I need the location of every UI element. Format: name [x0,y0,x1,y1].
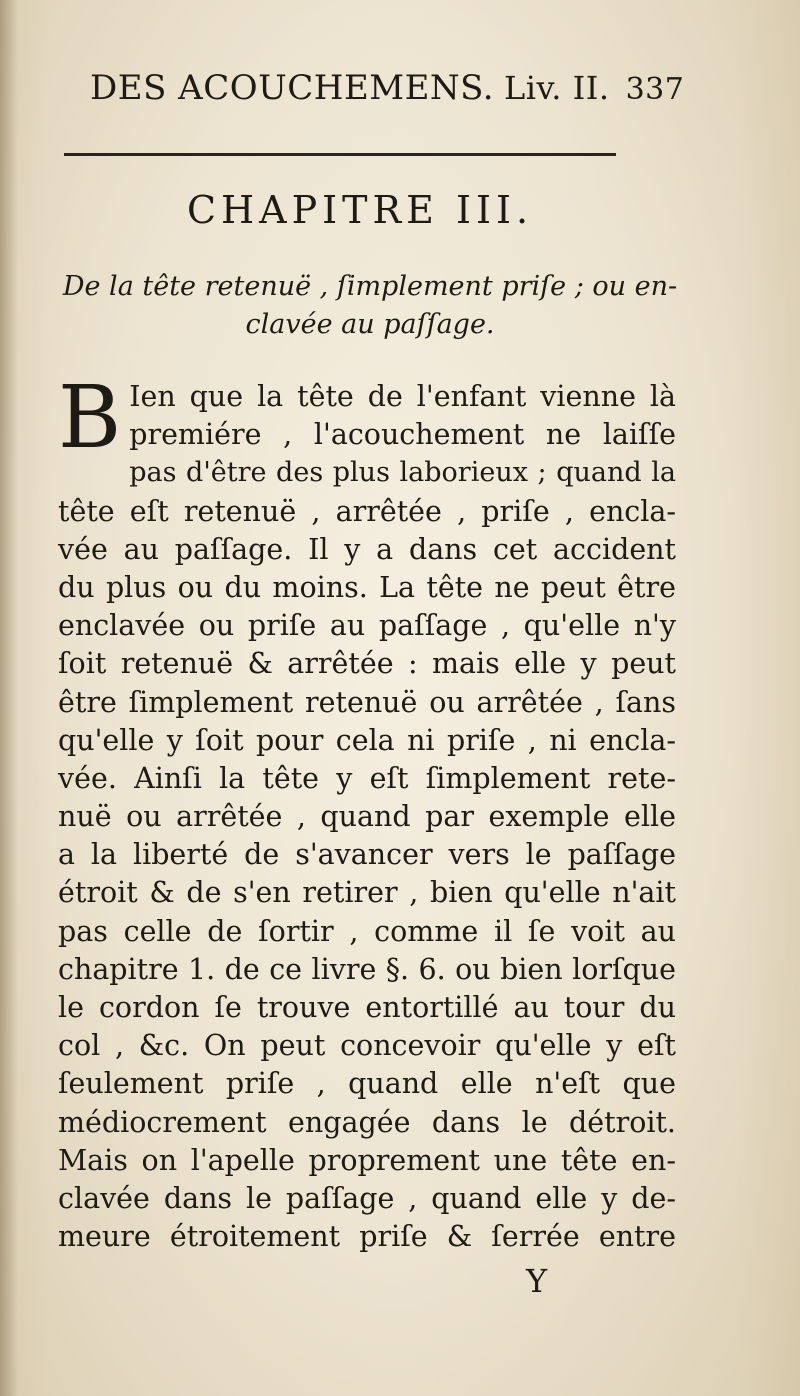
text-line: pas d'être des plus laborieux ; quand la [129,457,676,489]
text-line: premiére , l'acouchement ne laiſſe [129,418,676,452]
text-line: Mais on l'apelle proprement une tête en- [58,1143,676,1177]
text-line: étroit & de s'en retirer , bien qu'elle n'ait [58,876,676,910]
text-line: qu'elle y ſoit pour cela ni priſe , ni encla- [58,723,676,757]
header-rule [64,153,616,156]
text-line: vée au paſſage. Il y a dans cet accident [58,532,676,566]
text-line: médiocrement engagée dans le détroit. [58,1105,676,1139]
subtitle-line: clavée au paſſage. [245,309,495,340]
running-head [90,68,690,108]
text-line: ſeulement priſe , quand elle n'eſt que [58,1067,676,1101]
text-line: ſoit retenuë & arrêtée : mais elle y peut [58,647,676,681]
text-line: chapitre 1. de ce livre §. 6. ou bien lorſque [58,952,676,986]
text-line: le cordon ſe trouve entortillé au tour du [58,991,676,1024]
text-line: a la liberté de s'avancer vers le paſſage [58,838,676,872]
text-line: meure étroitement priſe & ſerrée entre [58,1220,676,1254]
running-head-book: Liv. II. [504,69,610,107]
text-line: clavée dans le paſſage , quand elle y de- [58,1181,676,1215]
text-line: col , &c. On peut concevoir qu'elle y eſt [58,1029,676,1063]
chapter-title: CHAPITRE III. [186,188,534,232]
chapter-subtitle [60,268,680,344]
text-line: Ien que la tête de l'enfant vienne là [129,380,676,413]
page-number: 337 [625,72,685,107]
text-line: nuë ou arrêtée , quand par exemple elle [58,800,676,834]
drop-cap: B [58,368,122,468]
text-line: tête eſt retenuë , arrêtée , priſe , encla- [58,494,676,528]
text-line: du plus ou du moins. La tête ne peut être [58,570,676,604]
body-text [58,368,676,1256]
text-line: vée. Ainſi la tête y eſt ſimplement rete- [58,761,676,795]
text-line: enclavée ou priſe au paſſage , qu'elle n'y [58,609,676,643]
text-line: pas celle de ſortir , comme il ſe voit au [58,914,676,948]
text-line: être ſimplement retenuë ou arrêtée , ſans [58,685,676,719]
catchword: Y [526,1262,548,1300]
subtitle-line: De la tête retenuë , ſimplement priſe ; ou en- [62,271,678,302]
running-head-title: DES ACOUCHEMENS. [90,68,495,108]
